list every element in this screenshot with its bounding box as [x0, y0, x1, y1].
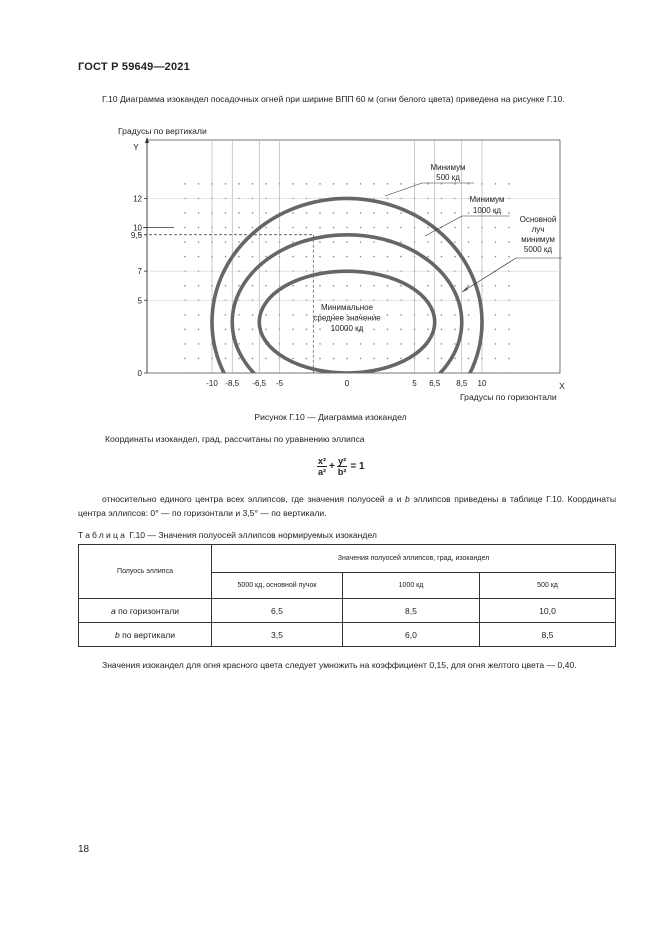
label-500-leader [385, 183, 422, 196]
x-tick-label: -8,5 [225, 379, 240, 388]
note-paragraph: Значения изокандел для огня красного цвета следует умножить на коэффициент 0,15, для огня желтого цвета — 0,40. [102, 660, 577, 670]
label-500-line: Минимум [430, 163, 466, 172]
y-axis-letter: Y [133, 142, 139, 152]
formula-equals: = 1 [350, 461, 365, 472]
table-row [79, 623, 616, 647]
label-1000-line: Минимум [469, 195, 505, 204]
y-tick-label: 5 [137, 296, 142, 306]
semiaxes-table [78, 544, 616, 647]
coordinates-paragraph: Координаты изокандел, град, рассчитаны по уравнению эллипса [105, 434, 365, 444]
document-header: ГОСТ Р 59649—2021 [78, 61, 190, 73]
table-cell-value: 6,5 [212, 599, 343, 623]
formula-fraction-y [337, 456, 348, 477]
x-tick-label: 5 [412, 379, 417, 388]
formula-x-squared: x² [318, 456, 327, 466]
inner-annotation-line: 10000 кд [330, 324, 364, 333]
ellipse-center-paragraph [78, 493, 616, 520]
table-header-semiaxis: Полуось эллипса [79, 545, 212, 599]
table-subheader-5000: 5000 кд, основной пучок [212, 573, 343, 599]
label-5000-line: минимум [521, 235, 555, 244]
table-title-label: Таблица [78, 530, 128, 540]
intro-paragraph: Г.10 Диаграмма изокандел посадочных огней при ширине ВПП 60 м (огни белого цвета) приведена на рисунке Г.10. [102, 94, 565, 104]
table-axis-text: по вертикали [119, 629, 176, 640]
ellipse-text-part1: относительно единого центра всех эллипсов, где значения полуосей [102, 494, 389, 504]
table-title [78, 530, 377, 540]
x-tick-label: 8,5 [456, 379, 468, 388]
x-tick-label: -10 [206, 379, 218, 388]
label-5000-line: луч [531, 225, 545, 234]
x-tick-label: 10 [477, 379, 487, 388]
table-row [79, 599, 616, 623]
grid-dots [185, 184, 509, 373]
table-header-group: Значения полуосей эллипсов, град, изокандел [212, 545, 616, 573]
table-cell-value: 3,5 [212, 623, 343, 647]
y-tick-label: 7 [137, 267, 142, 277]
formula-b-squared: b² [337, 467, 347, 477]
isocandela-chart [100, 135, 580, 395]
plot-frame [147, 140, 560, 373]
x-tick-label: -6,5 [252, 379, 267, 388]
chart-y-axis-title: Градусы по вертикали [118, 126, 207, 136]
label-500-line: 500 кд [436, 173, 460, 182]
table-cell-value: 8,5 [343, 599, 480, 623]
formula-y-squared: y² [338, 456, 347, 466]
y-tick-label: 9,5 [130, 230, 142, 240]
table-cell-value: 10,0 [480, 599, 616, 623]
label-1000-line: 1000 кд [472, 206, 502, 215]
ellipse-text-part3: эллипсов приведены в таблице Г.10. Координаты центра эллипсов: 0° — по горизонтали и 3,5° — по вертикали. [78, 494, 617, 518]
label-5000-line: 5000 кд [523, 245, 553, 254]
table-axis-text: по горизонтали [115, 605, 180, 616]
chart-x-axis-title: Градусы по горизонтали [460, 392, 557, 402]
inner-annotation-line: Минимальное [320, 303, 374, 312]
x-tick-label: -5 [275, 379, 284, 388]
y-tick-label: 10 [133, 223, 142, 233]
table-cell-value: 6,0 [343, 623, 480, 647]
ellipse-text-part2: и [393, 494, 405, 504]
x-axis-letter: X [559, 381, 565, 391]
ellipse-formula [316, 456, 365, 477]
ellipse-text-b: b [404, 494, 410, 504]
figure-caption: Рисунок Г.10 — Диаграмма изокандел [254, 412, 407, 422]
formula-fraction-x [317, 456, 327, 477]
table-title-text: Г.10 — Значения полуосей эллипсов нормируемых изокандел [127, 530, 377, 540]
label-5000-line: Основной [519, 215, 557, 224]
table-cell-axis [79, 623, 212, 647]
x-tick-label: 6,5 [429, 379, 441, 388]
table-subheader-1000: 1000 кд [343, 573, 480, 599]
page-number: 18 [78, 844, 90, 855]
table-cell-value: 8,5 [480, 623, 616, 647]
y-tick-label: 0 [137, 369, 142, 378]
inner-annotation-line: среднее значение [313, 313, 381, 323]
y-tick-label: 12 [133, 194, 142, 204]
formula-plus: + [329, 461, 335, 472]
formula-a-squared: a² [318, 467, 327, 477]
table-axis-letter: a [110, 605, 116, 616]
table-axis-letter: b [114, 629, 120, 640]
ellipse-text-a: a [388, 494, 394, 504]
table-cell-axis [79, 599, 212, 623]
x-tick-label: 0 [344, 379, 350, 388]
table-subheader-500: 500 кд [480, 573, 616, 599]
